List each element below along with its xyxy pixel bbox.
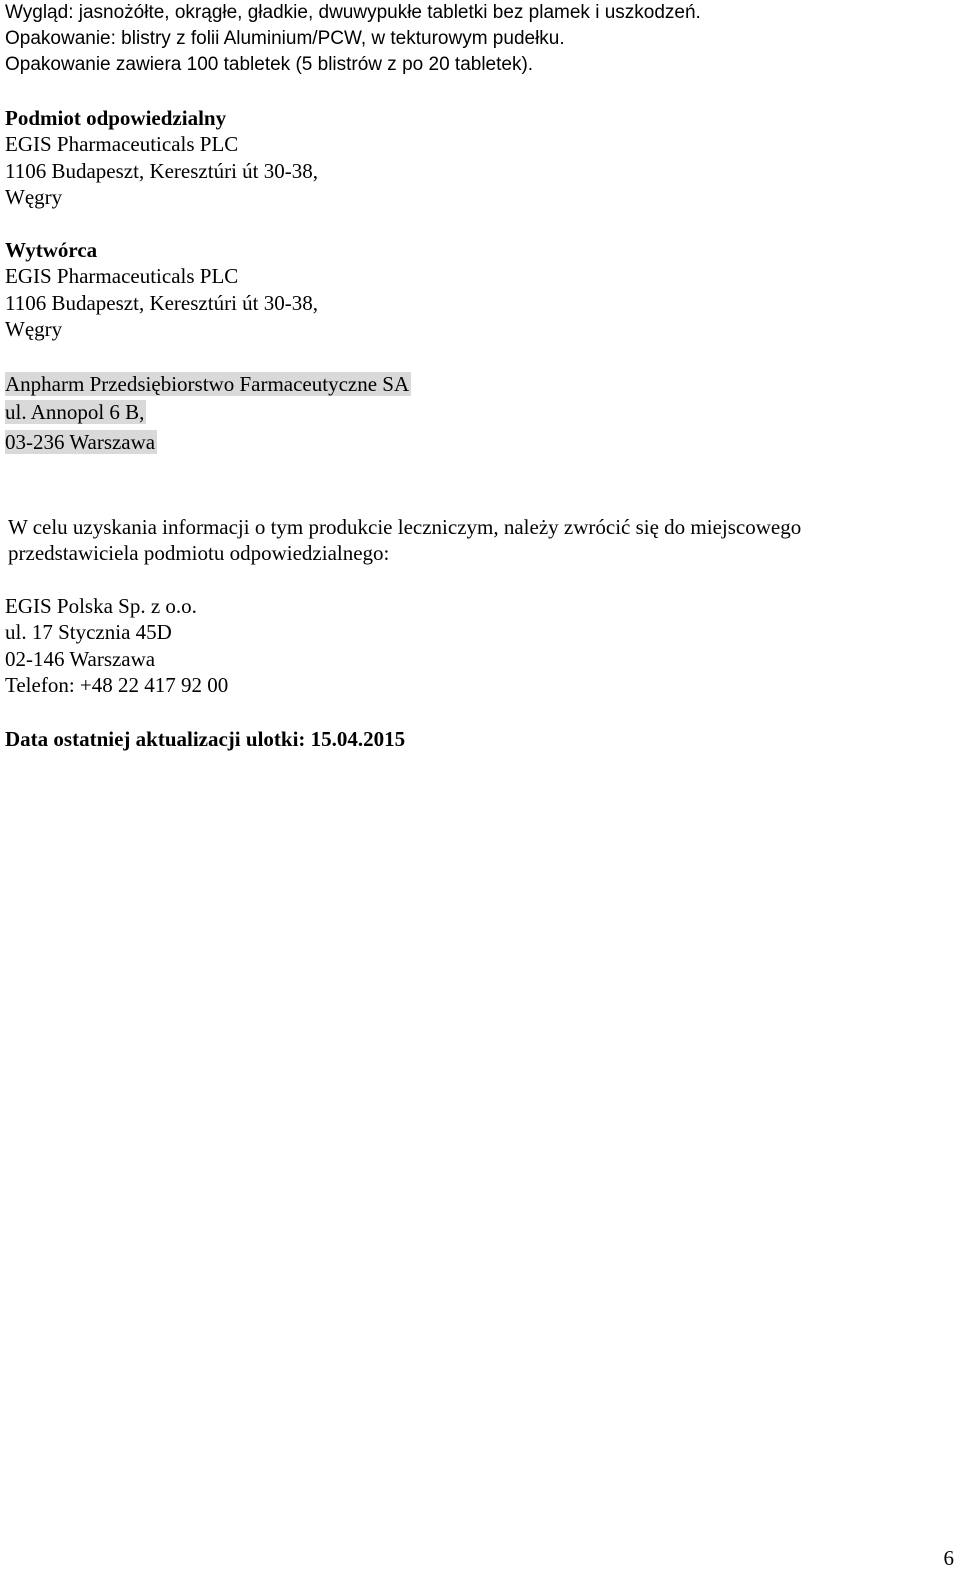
manufacturer-address: 1106 Budapeszt, Keresztúri út 30-38, bbox=[5, 291, 318, 315]
responsible-entity-address: 1106 Budapeszt, Keresztúri út 30-38, bbox=[5, 159, 318, 183]
second-manufacturer-street bbox=[5, 399, 146, 425]
responsible-entity-name: EGIS Pharmaceuticals PLC bbox=[5, 132, 239, 156]
appearance-line: Wygląd: jasnożółte, okrągłe, gładkie, dwuwypukłe tabletki bez plamek i uszkodzeń. bbox=[5, 2, 701, 23]
second-manufacturer-city bbox=[5, 429, 157, 455]
package-contents-line: Opakowanie zawiera 100 tabletek (5 blistrów z po 20 tabletek). bbox=[5, 54, 534, 75]
info-paragraph-line-1: W celu uzyskania informacji o tym produkcie leczniczym, należy zwrócić się do miejscowego bbox=[8, 515, 802, 539]
representative-phone: Telefon: +48 22 417 92 00 bbox=[5, 673, 229, 697]
last-update-date: Data ostatniej aktualizacji ulotki: 15.04.2015 bbox=[5, 727, 406, 751]
manufacturer-heading: Wytwórca bbox=[5, 238, 98, 262]
second-manufacturer-name bbox=[5, 371, 411, 397]
info-paragraph-line-2: przedstawiciela podmiotu odpowiedzialnego: bbox=[8, 541, 390, 565]
representative-name: EGIS Polska Sp. z o.o. bbox=[5, 594, 197, 618]
manufacturer-name: EGIS Pharmaceuticals PLC bbox=[5, 264, 239, 288]
representative-street: ul. 17 Stycznia 45D bbox=[5, 620, 172, 644]
responsible-entity-country: Węgry bbox=[5, 185, 63, 209]
responsible-entity-heading: Podmiot odpowiedzialny bbox=[5, 106, 227, 130]
packaging-line: Opakowanie: blistry z folii Aluminium/PCW, w tekturowym pudełku. bbox=[5, 28, 565, 49]
highlighted-text: 03-236 Warszawa bbox=[5, 430, 156, 454]
representative-city: 02-146 Warszawa bbox=[5, 647, 156, 671]
page-number: 6 bbox=[943, 1546, 954, 1570]
highlighted-text: Anpharm Przedsiębiorstwo Farmaceutyczne SA bbox=[5, 372, 410, 396]
manufacturer-country: Węgry bbox=[5, 317, 63, 341]
highlighted-text: ul. Annopol 6 B, bbox=[5, 400, 145, 424]
